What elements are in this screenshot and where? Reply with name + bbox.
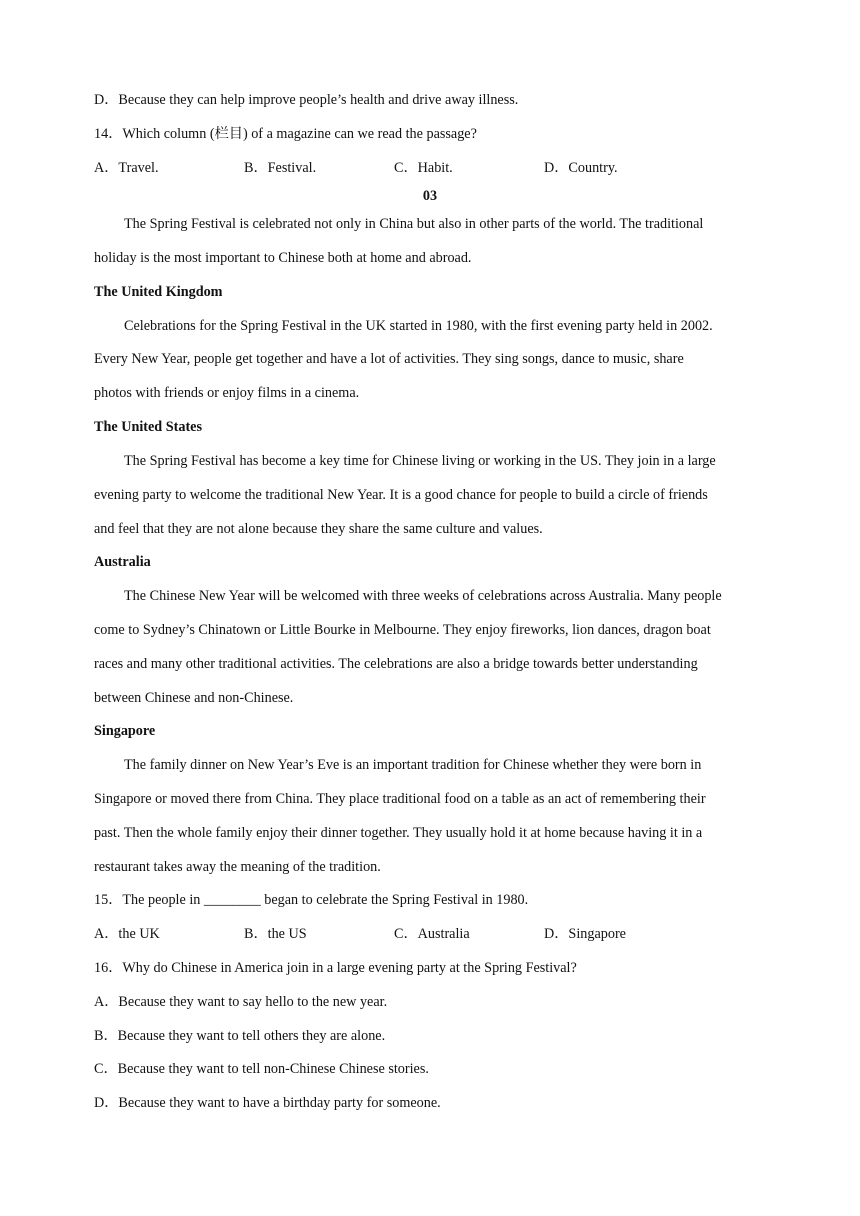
section-uk-line: Every New Year, people get together and have a lot of activities. They sing songs, dance to music, share xyxy=(94,351,684,367)
section-australia-line: come to Sydney’s Chinatown or Little Bourke in Melbourne. They enjoy fireworks, lion dances, dragon boat xyxy=(94,622,711,638)
q16-option-b: B．Because they want to tell others they are alone. xyxy=(94,1028,386,1044)
question-14: 14．Which column (栏目) of a magazine can we read the passage? xyxy=(94,126,477,142)
passage-number: 03 xyxy=(422,188,438,204)
q16-option-a: A．Because they want to say hello to the new year. xyxy=(94,994,388,1010)
q15-option-c: C．Australia xyxy=(394,926,470,942)
q14-option-c: C．Habit. xyxy=(394,160,453,176)
section-australia-line: The Chinese New Year will be welcomed with three weeks of celebrations across Australia. Many people xyxy=(124,588,722,604)
q14-option-d: D．Country. xyxy=(544,160,618,176)
section-uk-line: photos with friends or enjoy films in a cinema. xyxy=(94,385,360,401)
question-15: 15．The people in ________ began to celebrate the Spring Festival in 1980. xyxy=(94,892,529,908)
q16-option-c: C．Because they want to tell non-Chinese Chinese stories. xyxy=(94,1061,429,1077)
prev-question-option-d: D．Because they can help improve people’s health and drive away illness. xyxy=(94,92,519,108)
section-us-line: and feel that they are not alone because they share the same culture and values. xyxy=(94,521,543,537)
section-singapore-line: The family dinner on New Year’s Eve is an important tradition for Chinese whether they were born in xyxy=(124,757,702,773)
q14-option-a: A．Travel. xyxy=(94,160,159,176)
section-heading-us: The United States xyxy=(94,419,202,435)
section-singapore-line: past. Then the whole family enjoy their dinner together. They usually hold it at home because having it in a xyxy=(94,825,703,841)
q14-option-b: B．Festival. xyxy=(244,160,317,176)
section-australia-line: between Chinese and non-Chinese. xyxy=(94,690,294,706)
question-16: 16．Why do Chinese in America join in a large evening party at the Spring Festival? xyxy=(94,960,577,976)
section-australia-line: races and many other traditional activities. The celebrations are also a bridge towards better understanding xyxy=(94,656,698,672)
section-heading-uk: The United Kingdom xyxy=(94,284,223,300)
section-us-line: evening party to welcome the traditional New Year. It is a good chance for people to build a circle of friends xyxy=(94,487,708,503)
q15-option-b: B．the US xyxy=(244,926,307,942)
section-singapore-line: Singapore or moved there from China. They place traditional food on a table as an act of remembering their xyxy=(94,791,706,807)
section-heading-australia: Australia xyxy=(94,554,151,570)
section-us-line: The Spring Festival has become a key time for Chinese living or working in the US. They join in a large xyxy=(124,453,716,469)
q16-option-d: D．Because they want to have a birthday party for someone. xyxy=(94,1095,441,1111)
q15-option-d: D．Singapore xyxy=(544,926,626,942)
passage-intro-line: The Spring Festival is celebrated not only in China but also in other parts of the world. The traditional xyxy=(124,216,704,232)
section-heading-singapore: Singapore xyxy=(94,723,156,739)
section-uk-line: Celebrations for the Spring Festival in the UK started in 1980, with the first evening party held in 2002. xyxy=(124,318,713,334)
passage-intro-line: holiday is the most important to Chinese both at home and abroad. xyxy=(94,250,472,266)
q15-option-a: A．the UK xyxy=(94,926,160,942)
section-singapore-line: restaurant takes away the meaning of the tradition. xyxy=(94,859,381,875)
